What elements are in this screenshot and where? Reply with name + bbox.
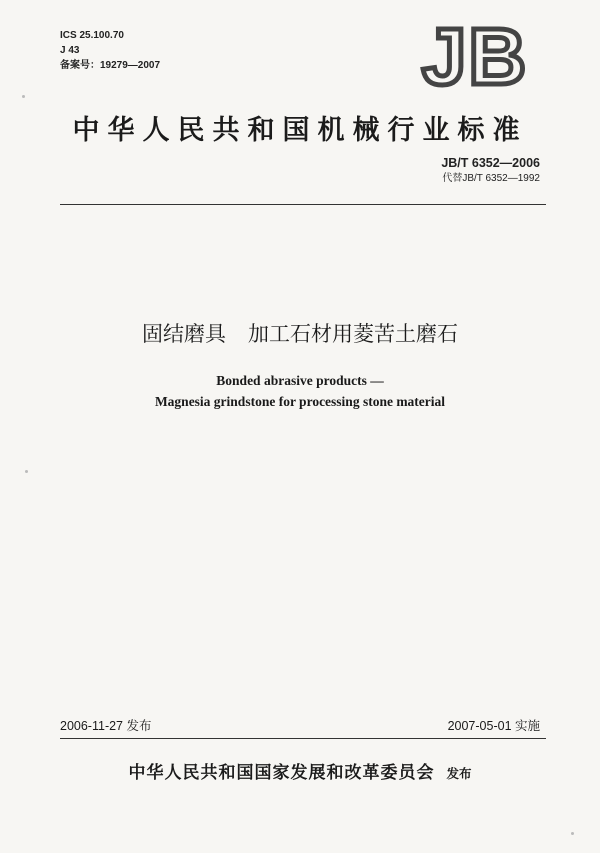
issue-date: 2006-11-27 发布: [60, 719, 152, 733]
filing-number: 备案号：19279—2007: [60, 60, 161, 71]
ics-code: ICS 25.100.70: [60, 30, 124, 41]
replaced-standard: 代替JB/T 6352—1992: [442, 173, 540, 184]
title-cn-part2: 加工石材用菱苦土磨石: [248, 322, 458, 346]
jb-logo-text: JB: [421, 22, 529, 92]
top-divider: [60, 204, 546, 205]
document-title-chinese: [0, 318, 600, 348]
title-en-line1: Bonded abrasive products —: [216, 373, 384, 388]
classification-code: J 43: [60, 45, 80, 56]
standard-number: JB/T 6352—2006: [441, 156, 540, 170]
title-cn-part1: 固结磨具: [142, 322, 226, 346]
jb-logo: [400, 22, 550, 92]
scan-speck: [22, 95, 25, 98]
bottom-divider: [60, 738, 546, 739]
classification-block: [60, 28, 160, 73]
issuer-release-label: 发布: [446, 766, 472, 781]
scan-speck: [25, 470, 28, 473]
implementation-date: 2007-05-01 实施: [447, 719, 540, 733]
standard-category-title: 中华人民共和国机械行业标准: [72, 115, 528, 146]
standard-code-block: [441, 155, 540, 186]
issuing-authority: [0, 758, 600, 783]
issuer-name: 中华人民共和国国家发展和改革委员会: [128, 763, 435, 783]
document-title-english: [0, 370, 600, 412]
scan-speck: [571, 832, 574, 835]
title-en-line2: Magnesia grindstone for processing stone material: [154, 394, 446, 409]
